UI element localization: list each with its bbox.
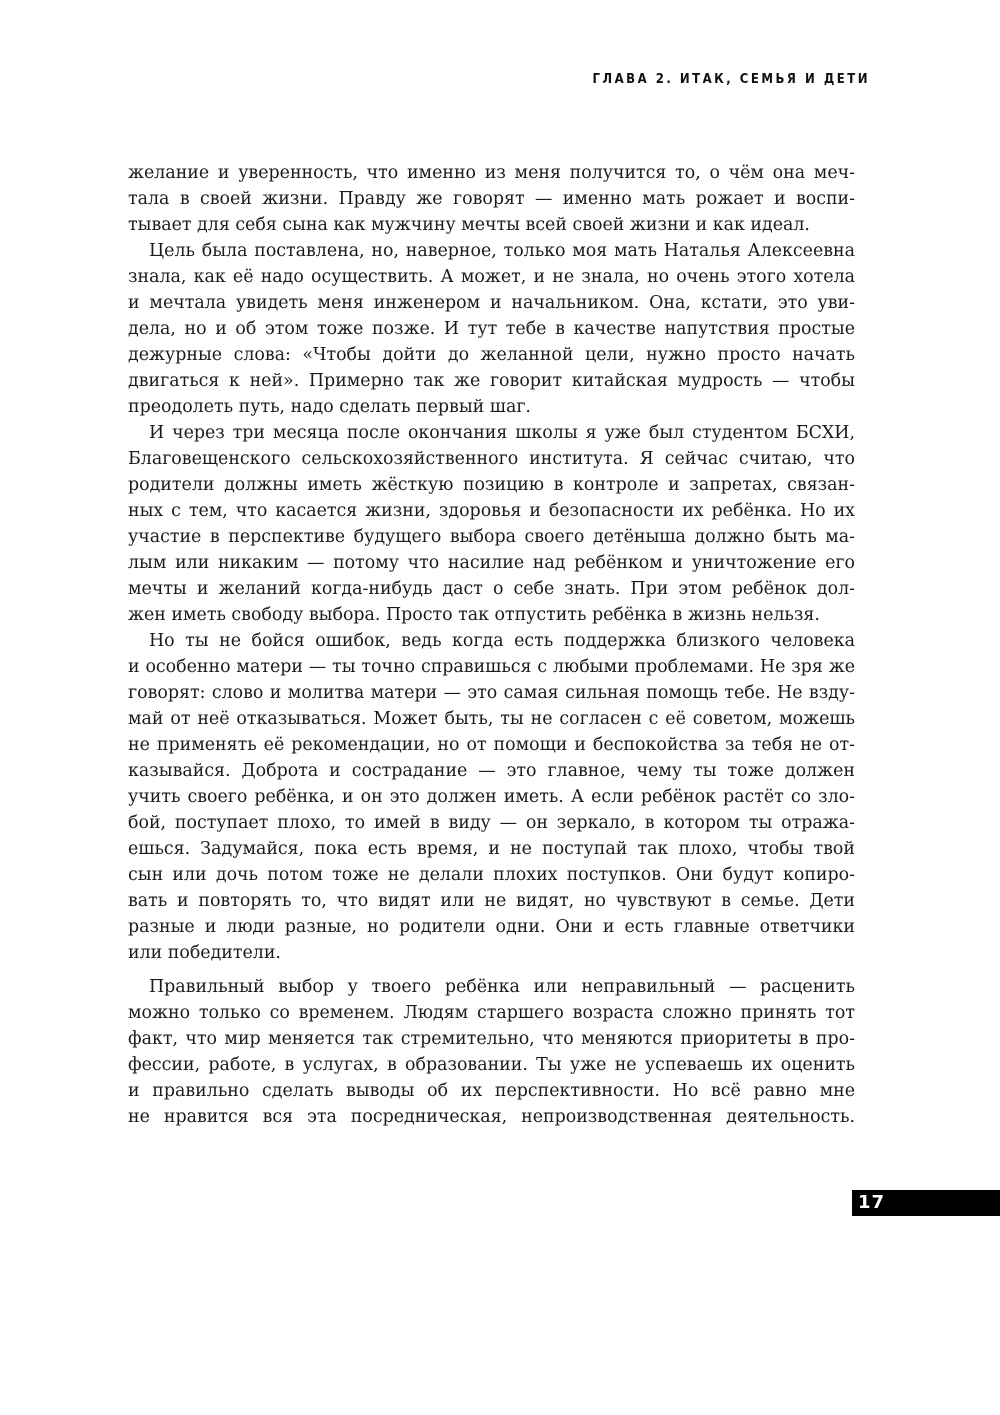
text-line: дежурные слова: «Чтобы дойти до желанной цели, нужно просто начать: [128, 345, 855, 365]
text-line: мечты и желаний когда-нибудь даст о себе знать. При этом ребёнок дол-: [128, 579, 855, 599]
text-line: разные и люди разные, но родители одни. Они и есть главные ответчики: [128, 917, 855, 937]
text-line: и правильно сделать выводы об их перспективности. Но всё равно мне: [128, 1081, 855, 1101]
text-line: не нравится вся эта посредническая, непроизводственная деятельность.: [128, 1107, 855, 1127]
text-line: желание и уверенность, что именно из меня получится то, о чём она меч-: [128, 163, 855, 183]
running-header: ГЛАВА 2. ИТАК, СЕМЬЯ И ДЕТИ: [592, 72, 870, 87]
text-line: май от неё отказываться. Может быть, ты не согласен с её советом, можешь: [128, 709, 855, 729]
paragraph: [128, 238, 855, 420]
text-line: фессии, работе, в услугах, в образовании. Ты уже не успеваешь их оценить: [128, 1055, 855, 1075]
text-line: дела, но и об этом тоже позже. И тут тебе в качестве напутствия простые: [128, 319, 855, 339]
page-number: 17: [858, 1192, 886, 1213]
text-line: двигаться к ней». Примерно так же говорит китайская мудрость — чтобы: [128, 371, 855, 391]
paragraph: [128, 420, 855, 628]
paragraph: [128, 160, 855, 238]
paragraph: [128, 628, 855, 966]
paragraph-gap: [128, 966, 855, 974]
body-text: [128, 160, 855, 1130]
text-line: лым или никаким — потому что насилие над ребёнком и уничтожение его: [128, 553, 855, 573]
text-line: Цель была поставлена, но, наверное, только моя мать Наталья Алексеевна: [149, 241, 855, 261]
text-line: тывает для себя сына как мужчину мечты всей своей жизни и как идеал.: [128, 215, 810, 235]
text-line: ешься. Задумайся, пока есть время, и не поступай так плохо, чтобы твой: [128, 839, 855, 859]
text-line: факт, что мир меняется так стремительно, что меняются приоритеты в про-: [128, 1029, 855, 1049]
text-line: казывайся. Доброта и сострадание — это главное, чему ты тоже должен: [128, 761, 855, 781]
text-line: Правильный выбор у твоего ребёнка или неправильный — расценить: [149, 977, 855, 997]
text-line: не применять её рекомендации, но от помощи и беспокойства за тебя не от-: [128, 735, 855, 755]
text-line: можно только со временем. Людям старшего возраста сложно принять тот: [128, 1003, 855, 1023]
text-line: или победители.: [128, 943, 281, 963]
text-line: говорят: слово и молитва матери — это самая сильная помощь тебе. Не взду-: [128, 683, 855, 703]
text-line: участие в перспективе будущего выбора своего детёныша должно быть ма-: [128, 527, 855, 547]
text-line: Но ты не бойся ошибок, ведь когда есть поддержка близкого человека: [149, 631, 855, 651]
paragraph: [128, 974, 855, 1130]
text-line: учить своего ребёнка, и он это должен иметь. А если ребёнок растёт со зло-: [128, 787, 855, 807]
text-line: и особенно матери — ты точно справишься с любыми проблемами. Не зря же: [128, 657, 855, 677]
text-line: знала, как её надо осуществить. А может, и не знала, но очень этого хотела: [128, 267, 855, 287]
text-line: и мечтала увидеть меня инженером и начальником. Она, кстати, это уви-: [128, 293, 855, 313]
text-line: И через три месяца после окончания школы я уже был студентом БСХИ,: [149, 423, 855, 443]
page-number-bar: [852, 1190, 1000, 1216]
text-line: родители должны иметь жёсткую позицию в контроле и запретах, связан-: [128, 475, 855, 495]
text-line: Благовещенского сельскохозяйственного института. Я сейчас считаю, что: [128, 449, 855, 469]
text-line: тала в своей жизни. Правду же говорят — именно мать рожает и воспи-: [128, 189, 855, 209]
text-line: ных с тем, что касается жизни, здоровья и безопасности их ребёнка. Но их: [128, 501, 855, 521]
text-line: вать и повторять то, что видят или не видят, но чувствуют в семье. Дети: [128, 891, 855, 911]
text-line: преодолеть путь, надо сделать первый шаг.: [128, 397, 531, 417]
text-line: бой, поступает плохо, то имей в виду — он зеркало, в котором ты отража-: [128, 813, 855, 833]
text-line: жен иметь свободу выбора. Просто так отпустить ребёнка в жизнь нельзя.: [128, 605, 820, 625]
text-line: сын или дочь потом тоже не делали плохих поступков. Они будут копиро-: [128, 865, 855, 885]
